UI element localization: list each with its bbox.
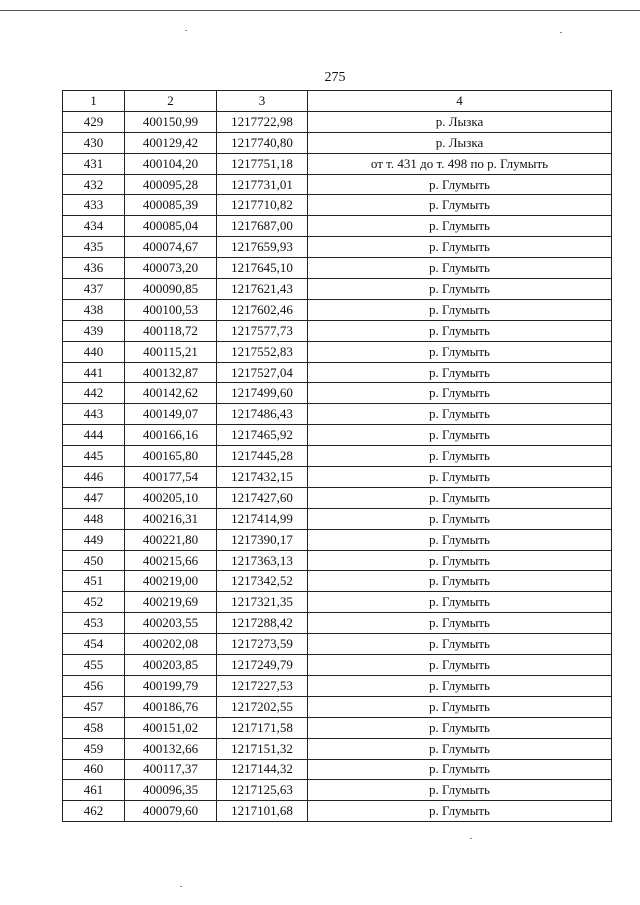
x-coordinate-cell: 400205,10 — [125, 487, 217, 508]
point-number-cell: 452 — [63, 592, 125, 613]
point-number-cell: 458 — [63, 717, 125, 738]
table-row — [63, 258, 612, 279]
table-row — [63, 320, 612, 341]
point-number-cell: 450 — [63, 550, 125, 571]
description-cell: р. Глумыть — [308, 550, 612, 571]
scan-speck — [180, 886, 182, 887]
description-cell: р. Глумыть — [308, 216, 612, 237]
description-cell: р. Глумыть — [308, 258, 612, 279]
description-cell: р. Глумыть — [308, 801, 612, 822]
y-coordinate-cell: 1217273,59 — [217, 634, 308, 655]
y-coordinate-cell: 1217687,00 — [217, 216, 308, 237]
table-row — [63, 237, 612, 258]
x-coordinate-cell: 400177,54 — [125, 467, 217, 488]
point-number-cell: 459 — [63, 738, 125, 759]
y-coordinate-cell: 1217125,63 — [217, 780, 308, 801]
top-rule — [0, 10, 640, 11]
description-cell: р. Глумыть — [308, 237, 612, 258]
description-cell: р. Глумыть — [308, 675, 612, 696]
point-number-cell: 461 — [63, 780, 125, 801]
y-coordinate-cell: 1217731,01 — [217, 174, 308, 195]
table-row — [63, 467, 612, 488]
point-number-cell: 448 — [63, 508, 125, 529]
x-coordinate-cell: 400203,85 — [125, 655, 217, 676]
x-coordinate-cell: 400074,67 — [125, 237, 217, 258]
x-coordinate-cell: 400186,76 — [125, 696, 217, 717]
table-row — [63, 508, 612, 529]
table-row — [63, 111, 612, 132]
point-number-cell: 436 — [63, 258, 125, 279]
y-coordinate-cell: 1217101,68 — [217, 801, 308, 822]
description-cell: р. Глумыть — [308, 696, 612, 717]
table-row — [63, 592, 612, 613]
coordinates-table — [62, 90, 612, 822]
table-row — [63, 446, 612, 467]
x-coordinate-cell: 400129,42 — [125, 132, 217, 153]
table-row — [63, 717, 612, 738]
point-number-cell: 453 — [63, 613, 125, 634]
y-coordinate-cell: 1217621,43 — [217, 279, 308, 300]
column-header: 4 — [308, 91, 612, 112]
description-cell: р. Глумыть — [308, 487, 612, 508]
x-coordinate-cell: 400073,20 — [125, 258, 217, 279]
point-number-cell: 430 — [63, 132, 125, 153]
point-number-cell: 462 — [63, 801, 125, 822]
x-coordinate-cell: 400085,39 — [125, 195, 217, 216]
description-cell: р. Глумыть — [308, 299, 612, 320]
point-number-cell: 431 — [63, 153, 125, 174]
point-number-cell: 460 — [63, 759, 125, 780]
y-coordinate-cell: 1217499,60 — [217, 383, 308, 404]
y-coordinate-cell: 1217645,10 — [217, 258, 308, 279]
y-coordinate-cell: 1217552,83 — [217, 341, 308, 362]
point-number-cell: 429 — [63, 111, 125, 132]
scan-speck — [470, 838, 472, 839]
point-number-cell: 455 — [63, 655, 125, 676]
point-number-cell: 443 — [63, 404, 125, 425]
description-cell: р. Глумыть — [308, 508, 612, 529]
y-coordinate-cell: 1217202,55 — [217, 696, 308, 717]
point-number-cell: 441 — [63, 362, 125, 383]
x-coordinate-cell: 400151,02 — [125, 717, 217, 738]
scan-speck — [185, 30, 187, 31]
table-row — [63, 341, 612, 362]
description-cell: от т. 431 до т. 498 по р. Глумыть — [308, 153, 612, 174]
x-coordinate-cell: 400132,66 — [125, 738, 217, 759]
x-coordinate-cell: 400117,37 — [125, 759, 217, 780]
description-cell: р. Глумыть — [308, 655, 612, 676]
description-cell: р. Глумыть — [308, 362, 612, 383]
x-coordinate-cell: 400215,66 — [125, 550, 217, 571]
y-coordinate-cell: 1217710,82 — [217, 195, 308, 216]
point-number-cell: 445 — [63, 446, 125, 467]
point-number-cell: 457 — [63, 696, 125, 717]
column-header: 3 — [217, 91, 308, 112]
table-row — [63, 571, 612, 592]
description-cell: р. Глумыть — [308, 613, 612, 634]
table-row — [63, 132, 612, 153]
y-coordinate-cell: 1217527,04 — [217, 362, 308, 383]
y-coordinate-cell: 1217144,32 — [217, 759, 308, 780]
y-coordinate-cell: 1217171,58 — [217, 717, 308, 738]
y-coordinate-cell: 1217602,46 — [217, 299, 308, 320]
column-header: 1 — [63, 91, 125, 112]
x-coordinate-cell: 400166,16 — [125, 425, 217, 446]
table-row — [63, 487, 612, 508]
x-coordinate-cell: 400118,72 — [125, 320, 217, 341]
x-coordinate-cell: 400202,08 — [125, 634, 217, 655]
x-coordinate-cell: 400100,53 — [125, 299, 217, 320]
description-cell: р. Глумыть — [308, 634, 612, 655]
description-cell: р. Глумыть — [308, 195, 612, 216]
table-row — [63, 174, 612, 195]
table-row — [63, 634, 612, 655]
x-coordinate-cell: 400090,85 — [125, 279, 217, 300]
point-number-cell: 444 — [63, 425, 125, 446]
description-cell: р. Глумыть — [308, 279, 612, 300]
x-coordinate-cell: 400095,28 — [125, 174, 217, 195]
scan-speck — [560, 32, 562, 33]
table-row — [63, 299, 612, 320]
description-cell: р. Глумыть — [308, 320, 612, 341]
point-number-cell: 438 — [63, 299, 125, 320]
y-coordinate-cell: 1217227,53 — [217, 675, 308, 696]
y-coordinate-cell: 1217427,60 — [217, 487, 308, 508]
description-cell: р. Глумыть — [308, 174, 612, 195]
description-cell: р. Глумыть — [308, 780, 612, 801]
y-coordinate-cell: 1217390,17 — [217, 529, 308, 550]
description-cell: р. Глумыть — [308, 467, 612, 488]
x-coordinate-cell: 400132,87 — [125, 362, 217, 383]
point-number-cell: 439 — [63, 320, 125, 341]
y-coordinate-cell: 1217321,35 — [217, 592, 308, 613]
x-coordinate-cell: 400219,69 — [125, 592, 217, 613]
point-number-cell: 437 — [63, 279, 125, 300]
table-row — [63, 383, 612, 404]
x-coordinate-cell: 400115,21 — [125, 341, 217, 362]
x-coordinate-cell: 400165,80 — [125, 446, 217, 467]
x-coordinate-cell: 400079,60 — [125, 801, 217, 822]
description-cell: р. Глумыть — [308, 341, 612, 362]
y-coordinate-cell: 1217363,13 — [217, 550, 308, 571]
description-cell: р. Глумыть — [308, 446, 612, 467]
y-coordinate-cell: 1217342,52 — [217, 571, 308, 592]
y-coordinate-cell: 1217722,98 — [217, 111, 308, 132]
description-cell: р. Глумыть — [308, 717, 612, 738]
point-number-cell: 447 — [63, 487, 125, 508]
x-coordinate-cell: 400199,79 — [125, 675, 217, 696]
table-row — [63, 529, 612, 550]
table-row — [63, 613, 612, 634]
x-coordinate-cell: 400221,80 — [125, 529, 217, 550]
table-row — [63, 279, 612, 300]
y-coordinate-cell: 1217445,28 — [217, 446, 308, 467]
x-coordinate-cell: 400203,55 — [125, 613, 217, 634]
table-row — [63, 195, 612, 216]
point-number-cell: 435 — [63, 237, 125, 258]
table-row — [63, 216, 612, 237]
y-coordinate-cell: 1217486,43 — [217, 404, 308, 425]
table-row — [63, 153, 612, 174]
y-coordinate-cell: 1217151,32 — [217, 738, 308, 759]
point-number-cell: 446 — [63, 467, 125, 488]
y-coordinate-cell: 1217659,93 — [217, 237, 308, 258]
point-number-cell: 451 — [63, 571, 125, 592]
description-cell: р. Глумыть — [308, 571, 612, 592]
description-cell: р. Лызка — [308, 111, 612, 132]
x-coordinate-cell: 400149,07 — [125, 404, 217, 425]
y-coordinate-cell: 1217465,92 — [217, 425, 308, 446]
y-coordinate-cell: 1217577,73 — [217, 320, 308, 341]
table-header-row — [63, 91, 612, 112]
point-number-cell: 449 — [63, 529, 125, 550]
point-number-cell: 442 — [63, 383, 125, 404]
x-coordinate-cell: 400142,62 — [125, 383, 217, 404]
table-row — [63, 675, 612, 696]
table-row — [63, 801, 612, 822]
x-coordinate-cell: 400150,99 — [125, 111, 217, 132]
table-row — [63, 404, 612, 425]
description-cell: р. Глумыть — [308, 592, 612, 613]
y-coordinate-cell: 1217751,18 — [217, 153, 308, 174]
description-cell: р. Глумыть — [308, 529, 612, 550]
x-coordinate-cell: 400085,04 — [125, 216, 217, 237]
y-coordinate-cell: 1217414,99 — [217, 508, 308, 529]
x-coordinate-cell: 400219,00 — [125, 571, 217, 592]
y-coordinate-cell: 1217432,15 — [217, 467, 308, 488]
y-coordinate-cell: 1217249,79 — [217, 655, 308, 676]
table-row — [63, 759, 612, 780]
point-number-cell: 440 — [63, 341, 125, 362]
page-number: 275 — [324, 70, 346, 85]
table-row — [63, 362, 612, 383]
table-row — [63, 655, 612, 676]
column-header: 2 — [125, 91, 217, 112]
x-coordinate-cell: 400104,20 — [125, 153, 217, 174]
point-number-cell: 433 — [63, 195, 125, 216]
description-cell: р. Глумыть — [308, 425, 612, 446]
description-cell: р. Глумыть — [308, 404, 612, 425]
point-number-cell: 456 — [63, 675, 125, 696]
x-coordinate-cell: 400096,35 — [125, 780, 217, 801]
description-cell: р. Глумыть — [308, 738, 612, 759]
table-body — [63, 111, 612, 821]
description-cell: р. Лызка — [308, 132, 612, 153]
y-coordinate-cell: 1217740,80 — [217, 132, 308, 153]
description-cell: р. Глумыть — [308, 383, 612, 404]
table-row — [63, 780, 612, 801]
table-row — [63, 550, 612, 571]
table-row — [63, 696, 612, 717]
x-coordinate-cell: 400216,31 — [125, 508, 217, 529]
point-number-cell: 434 — [63, 216, 125, 237]
y-coordinate-cell: 1217288,42 — [217, 613, 308, 634]
point-number-cell: 432 — [63, 174, 125, 195]
table-row — [63, 425, 612, 446]
table-row — [63, 738, 612, 759]
point-number-cell: 454 — [63, 634, 125, 655]
description-cell: р. Глумыть — [308, 759, 612, 780]
